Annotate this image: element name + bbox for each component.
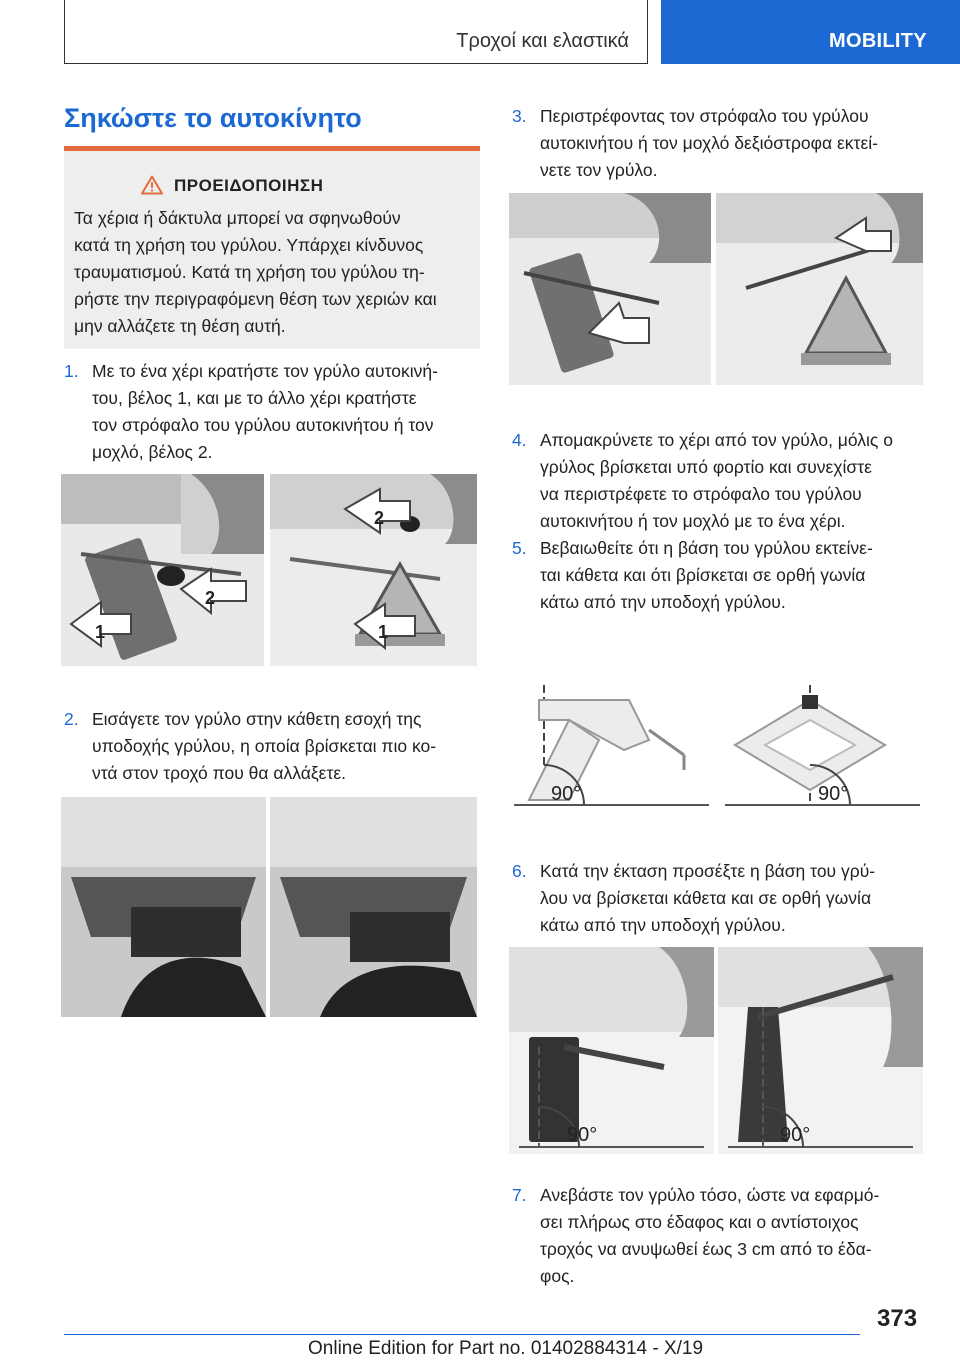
step-line: γρύλος βρίσκεται υπό φορτίο και συνεχίστε: [540, 457, 872, 477]
footer-edition: Online Edition for Part no. 01402884314 - X/19: [308, 1338, 704, 1359]
step-line: τον στρόφαλο του γρύλου αυτοκινήτου ή τον: [92, 415, 434, 435]
step-line: Ανεβάστε τον γρύλο τόσο, ώστε να εφαρμό-: [540, 1185, 880, 1205]
step-number: 6.: [512, 861, 527, 881]
angle-label: 90°: [780, 1124, 811, 1146]
step-line: ντά στον τροχό που θα αλλάξετε.: [92, 763, 347, 783]
warning-line: τραυματισμού. Κατά τη χρήση του γρύλου τη-: [74, 262, 425, 282]
warning-box: [64, 151, 480, 349]
jack-photo-hold-right: [270, 474, 477, 666]
step-line: Με το ένα χέρι κρατήστε τον γρύλο αυτοκινή-: [92, 361, 438, 381]
step-number: 1.: [64, 361, 79, 381]
page-number: 373: [877, 1305, 918, 1332]
jack-extend-photo-right: [718, 947, 923, 1154]
step-line: Εισάγετε τον γρύλο στην κάθετη εσοχή της: [92, 709, 422, 729]
footer-divider: [64, 1334, 860, 1335]
jack-insert-photo-left: [61, 797, 266, 1017]
arrow-label-2: 2: [374, 508, 385, 528]
warning-line: Τα χέρια ή δάκτυλα μπορεί να σφηνωθούν: [74, 208, 401, 228]
step-number: 5.: [512, 538, 527, 558]
step-line: να περιστρέφετε το στρόφαλο του γρύλου: [540, 484, 862, 504]
step-line: σει πλήρως στο έδαφος και ο αντίστοιχος: [540, 1212, 859, 1232]
step-line: νετε τον γρύλο.: [540, 160, 658, 180]
step-line: αυτοκινήτου ή τον μοχλό με το ένα χέρι.: [540, 511, 846, 531]
step-line: αυτοκινήτου ή τον μοχλό δεξιόστροφα εκτεί-: [540, 133, 878, 153]
step-number: 2.: [64, 709, 79, 729]
arrow-label-2: 2: [205, 588, 216, 608]
jack-insert-photo-right: [270, 797, 477, 1017]
angle-label: 90°: [567, 1124, 598, 1146]
jack-photo-hold-left: [61, 474, 264, 666]
step-line: λου να βρίσκεται κάθετα και σε ορθή γωνία: [540, 888, 872, 908]
step-line: του, βέλος 1, και με το άλλο χέρι κρατήστε: [92, 388, 417, 408]
step-number: 7.: [512, 1185, 527, 1205]
arrow-label-1: 1: [378, 622, 389, 642]
jack-crank-photo-left: [509, 193, 711, 385]
step-line: Απομακρύνετε το χέρι από τον γρύλο, μόλις ο: [540, 430, 893, 450]
angle-label: 90°: [818, 783, 849, 805]
arrow-label-1: 1: [95, 622, 106, 642]
warning-text: [74, 205, 474, 340]
step-line: μοχλό, βέλος 2.: [92, 442, 213, 462]
step-line: κάτω από την υποδοχή γρύλου.: [540, 592, 786, 612]
step-line: ται κάθετα και ότι βρίσκεται σε ορθή γωνία: [540, 565, 866, 585]
page-title: Σηκώστε το αυτοκίνητο: [64, 103, 362, 133]
step-line: υποδοχής γρύλου, η οποία βρίσκεται πιο κο-: [92, 736, 437, 756]
jack-crank-photo-right: [716, 193, 923, 385]
step-line: Περιστρέφοντας τον στρόφαλο του γρύλου: [540, 106, 869, 126]
angle-label: 90°: [551, 783, 582, 805]
jack-side-diagram: [509, 665, 717, 815]
warning-line: κατά τη χρήση του γρύλου. Υπάρχει κίνδυνος: [74, 235, 424, 255]
step-line: Βεβαιωθείτε ότι η βάση του γρύλου εκτείνε-: [540, 538, 873, 558]
step-line: φος.: [540, 1266, 575, 1286]
header-section-box: [64, 0, 648, 64]
header-chapter-title: MOBILITY: [829, 30, 927, 52]
jack-extend-photo-left: [509, 947, 714, 1154]
header-section-title: Τροχοί και ελαστικά: [456, 30, 629, 52]
step-number: 3.: [512, 106, 527, 126]
warning-line: μην αλλάζετε τη θέση αυτή.: [74, 316, 286, 336]
warning-triangle-icon: [141, 175, 163, 195]
step-line: κάτω από την υποδοχή γρύλου.: [540, 915, 786, 935]
step-number: 4.: [512, 430, 527, 450]
step-line: Κατά την έκταση προσέξτε η βάση του γρύ-: [540, 861, 876, 881]
jack-front-diagram: [720, 665, 925, 815]
step-line: τροχός να ανυψωθεί έως 3 cm από το έδα-: [540, 1239, 872, 1259]
warning-line: ρήστε την περιγραφόμενη θέση των χεριών και: [74, 289, 437, 309]
header-chapter-tab: [661, 0, 960, 64]
warning-title: ΠΡΟΕΙΔΟΠΟΙΗΣΗ: [174, 176, 324, 195]
